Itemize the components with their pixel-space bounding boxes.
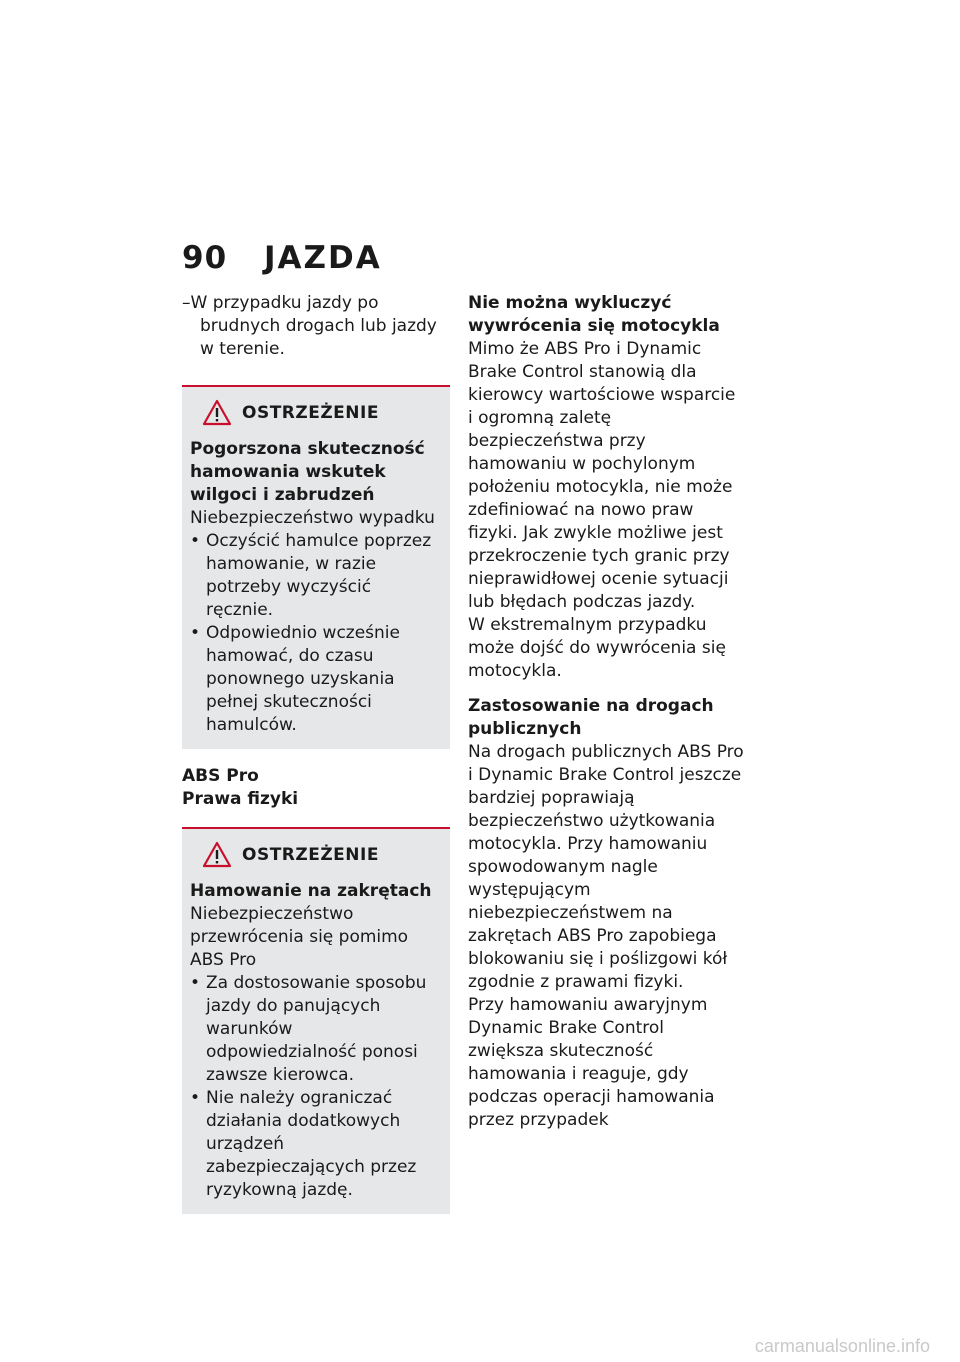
paragraph: Na drogach publicznych ABS Pro i Dynamic Brake Control jeszcze bardziej poprawiają bezpieczeństwo użytkowania motocykla. Przy hamowaniu spowodowanym nagle występującym niebezpieczeństwem na zakrętach ABS Pro zapobiega blokowaniu się i poślizgowi kół zgodnie z prawami fizyki. bbox=[468, 742, 744, 992]
warning-subtitle: Niebezpieczeństwo wypadku bbox=[190, 508, 435, 528]
paragraph: Przy hamowaniu awaryjnym Dynamic Brake Control zwiększa skuteczność hamowania i reaguje, gdy podczas operacji hamowania przez przypadek bbox=[468, 995, 715, 1130]
warning-triangle-icon bbox=[202, 841, 232, 868]
watermark-logo: carmanualsonline.info bbox=[754, 1336, 930, 1356]
intro-dash-text: W przypadku jazdy po brudnych drogach lub jazdy w terenie. bbox=[190, 293, 437, 359]
right-column bbox=[468, 292, 744, 1132]
intro-dash-item: –W przypadku jazdy po brudnych drogach lub jazdy w terenie. bbox=[182, 293, 437, 359]
heading-public-roads: Zastosowanie na drogach publicznych bbox=[468, 696, 714, 739]
warning-title: OSTRZEŻENIE bbox=[242, 402, 379, 423]
warning-headline: Hamowanie na zakrętach bbox=[190, 881, 432, 901]
chapter-title: JAZDA bbox=[264, 240, 382, 276]
warning-box-1 bbox=[182, 385, 450, 749]
warning-header bbox=[202, 841, 442, 868]
warning-bullet: • Odpowiednio wcześnie hamować, do czasu ponownego uzyskania pełnej skuteczności hamulców. bbox=[190, 622, 442, 737]
page-header bbox=[182, 240, 382, 276]
paragraph: W ekstremalnym przypadku może dojść do wywrócenia się motocykla. bbox=[468, 615, 726, 681]
warning-title: OSTRZEŻENIE bbox=[242, 844, 379, 865]
section-subtitle: Prawa fizyki bbox=[182, 789, 299, 809]
warning-bullet: • Oczyścić hamulce poprzez hamowanie, w razie potrzeby wyczyścić ręcznie. bbox=[190, 530, 442, 622]
page-number: 90 bbox=[182, 240, 228, 276]
warning-triangle-icon bbox=[202, 399, 232, 426]
warning-headline: Pogorszona skuteczność hamowania wskutek wilgoci i zabrudzeń bbox=[190, 439, 425, 505]
warning-bullet: • Za dostosowanie sposobu jazdy do panujących warunków odpowiedzialność ponosi zawsze kierowca. bbox=[190, 972, 442, 1087]
section-title: ABS Pro bbox=[182, 766, 259, 786]
warning-subtitle: Niebezpieczeństwo przewrócenia się pomimo ABS Pro bbox=[190, 904, 409, 970]
warning-bullet: • Nie należy ograniczać działania dodatkowych urządzeń zabezpieczających przez ryzykowną jazdę. bbox=[190, 1087, 442, 1202]
left-column bbox=[182, 292, 450, 1214]
warning-header bbox=[202, 399, 442, 426]
paragraph: Mimo że ABS Pro i Dynamic Brake Control stanowią dla kierowcy wartościowe wsparcie i ogromną zaletę bezpieczeństwa przy hamowaniu w pochylonym położeniu motocykla, nie może zdefiniować na nowo praw fizyki. Jak zwykle możliwe jest przekroczenie tych granic przy nieprawidłowej ocenie sytuacji lub błędach podczas jazdy. bbox=[468, 339, 736, 612]
warning-box-2 bbox=[182, 827, 450, 1214]
heading-rollover: Nie można wykluczyć wywrócenia się motocykla bbox=[468, 293, 720, 336]
